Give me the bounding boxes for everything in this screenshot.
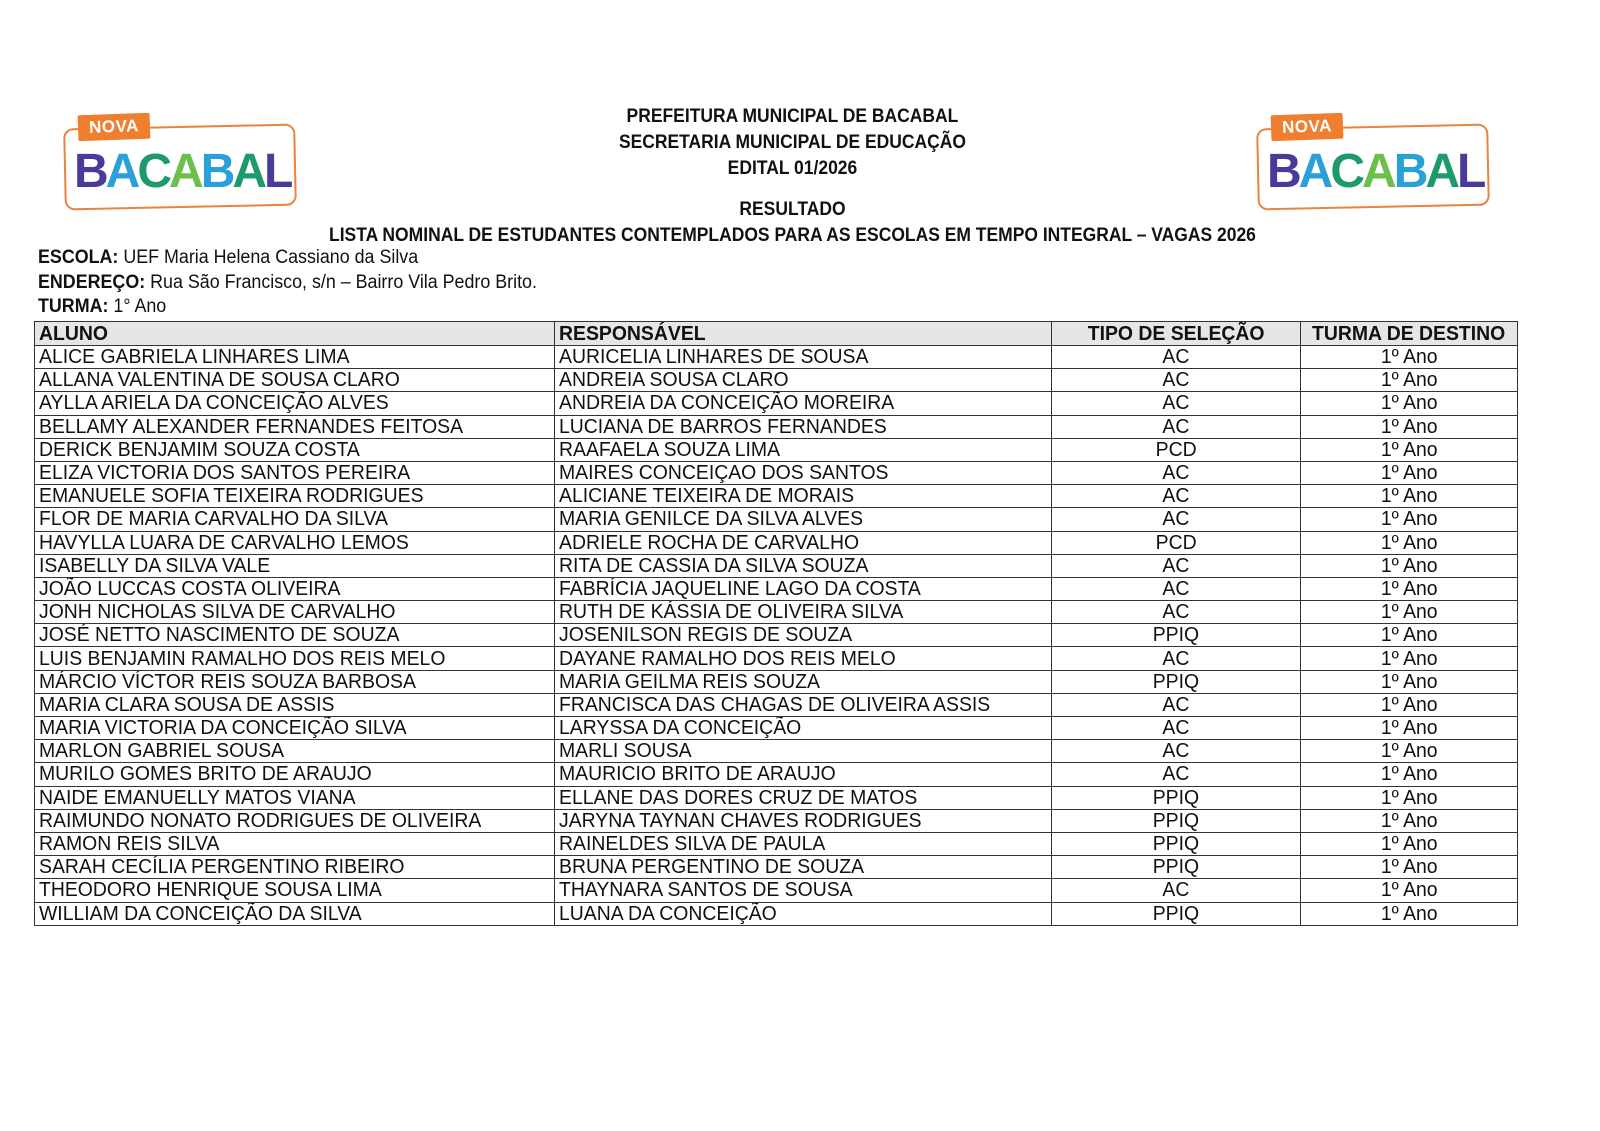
table-row bbox=[35, 508, 1518, 531]
table-row bbox=[35, 832, 1518, 855]
cell-turma-destino: 1º Ano bbox=[1301, 624, 1518, 647]
cell-turma-destino: 1º Ano bbox=[1301, 461, 1518, 484]
table-row bbox=[35, 624, 1518, 647]
cell-aluno: RAIMUNDO NONATO RODRIGUES DE OLIVEIRA bbox=[35, 809, 555, 832]
header-secretaria: SECRETARIA MUNICIPAL DE EDUCAÇÃO bbox=[618, 132, 966, 153]
cell-responsavel: ELLANE DAS DORES CRUZ DE MATOS bbox=[554, 786, 1051, 809]
table-row bbox=[35, 601, 1518, 624]
cell-tipo-selecao: PPIQ bbox=[1051, 832, 1301, 855]
logo-wordmark: B A C A B A L bbox=[1267, 145, 1484, 198]
cell-responsavel: MARIA GEILMA REIS SOUZA bbox=[554, 670, 1051, 693]
endereco-label: ENDEREÇO: bbox=[38, 272, 146, 293]
document-header bbox=[63, 104, 1521, 249]
table-row bbox=[35, 438, 1518, 461]
cell-turma-destino: 1º Ano bbox=[1301, 879, 1518, 902]
cell-tipo-selecao: AC bbox=[1051, 740, 1301, 763]
cell-tipo-selecao: PPIQ bbox=[1051, 902, 1301, 925]
cell-aluno: JOÃO LUCCAS COSTA OLIVEIRA bbox=[35, 577, 555, 600]
column-header-aluno: ALUNO bbox=[35, 322, 555, 346]
cell-aluno: LUIS BENJAMIN RAMALHO DOS REIS MELO bbox=[35, 647, 555, 670]
column-header-tipo-selecao: TIPO DE SELEÇÃO bbox=[1051, 322, 1301, 346]
table-row bbox=[35, 902, 1518, 925]
header-edital: EDITAL 01/2026 bbox=[727, 158, 858, 179]
cell-turma-destino: 1º Ano bbox=[1301, 902, 1518, 925]
cell-aluno: BELLAMY ALEXANDER FERNANDES FEITOSA bbox=[35, 415, 555, 438]
cell-aluno: ALLANA VALENTINA DE SOUSA CLARO bbox=[35, 369, 555, 392]
cell-tipo-selecao: AC bbox=[1051, 369, 1301, 392]
table-row bbox=[35, 647, 1518, 670]
cell-responsavel: RAINELDES SILVA DE PAULA bbox=[554, 832, 1051, 855]
cell-responsavel: MAURICIO BRITO DE ARAUJO bbox=[554, 763, 1051, 786]
cell-turma-destino: 1º Ano bbox=[1301, 763, 1518, 786]
cell-turma-destino: 1º Ano bbox=[1301, 392, 1518, 415]
cell-tipo-selecao: PCD bbox=[1051, 531, 1301, 554]
table-row bbox=[35, 461, 1518, 484]
cell-responsavel: BRUNA PERGENTINO DE SOUZA bbox=[554, 856, 1051, 879]
cell-responsavel: THAYNARA SANTOS DE SOUSA bbox=[554, 879, 1051, 902]
column-header-turma-destino: TURMA DE DESTINO bbox=[1301, 322, 1518, 346]
cell-aluno: NAIDE EMANUELLY MATOS VIANA bbox=[35, 786, 555, 809]
cell-turma-destino: 1º Ano bbox=[1301, 601, 1518, 624]
cell-tipo-selecao: PPIQ bbox=[1051, 856, 1301, 879]
cell-aluno: MARLON GABRIEL SOUSA bbox=[35, 740, 555, 763]
cell-tipo-selecao: AC bbox=[1051, 554, 1301, 577]
results-table bbox=[34, 321, 1518, 926]
table-row bbox=[35, 786, 1518, 809]
cell-aluno: FLOR DE MARIA CARVALHO DA SILVA bbox=[35, 508, 555, 531]
logo-badge-nova: NOVA bbox=[1271, 113, 1344, 141]
cell-aluno: JONH NICHOLAS SILVA DE CARVALHO bbox=[35, 601, 555, 624]
logo-wordmark: B A C A B A L bbox=[74, 145, 291, 198]
cell-responsavel: ALICIANE TEIXEIRA DE MORAIS bbox=[554, 485, 1051, 508]
cell-responsavel: FRANCISCA DAS CHAGAS DE OLIVEIRA ASSIS bbox=[554, 693, 1051, 716]
table-body bbox=[35, 346, 1518, 926]
cell-turma-destino: 1º Ano bbox=[1301, 786, 1518, 809]
cell-aluno: WILLIAM DA CONCEIÇÃO DA SILVA bbox=[35, 902, 555, 925]
escola-label: ESCOLA: bbox=[38, 247, 119, 268]
table-header-row bbox=[35, 322, 1518, 346]
cell-turma-destino: 1º Ano bbox=[1301, 717, 1518, 740]
cell-turma-destino: 1º Ano bbox=[1301, 647, 1518, 670]
cell-turma-destino: 1º Ano bbox=[1301, 415, 1518, 438]
cell-responsavel: LARYSSA DA CONCEIÇÃO bbox=[554, 717, 1051, 740]
cell-aluno: ELIZA VICTORIA DOS SANTOS PEREIRA bbox=[35, 461, 555, 484]
cell-tipo-selecao: AC bbox=[1051, 577, 1301, 600]
cell-tipo-selecao: AC bbox=[1051, 763, 1301, 786]
table-row bbox=[35, 856, 1518, 879]
cell-tipo-selecao: AC bbox=[1051, 693, 1301, 716]
column-header-responsavel: RESPONSÁVEL bbox=[554, 322, 1051, 346]
cell-turma-destino: 1º Ano bbox=[1301, 740, 1518, 763]
cell-responsavel: RAAFAELA SOUZA LIMA bbox=[554, 438, 1051, 461]
cell-turma-destino: 1º Ano bbox=[1301, 485, 1518, 508]
cell-turma-destino: 1º Ano bbox=[1301, 856, 1518, 879]
cell-responsavel: ANDREIA SOUSA CLARO bbox=[554, 369, 1051, 392]
cell-aluno: MARIA CLARA SOUSA DE ASSIS bbox=[35, 693, 555, 716]
cell-responsavel: MARIA GENILCE DA SILVA ALVES bbox=[554, 508, 1051, 531]
cell-responsavel: MARLI SOUSA bbox=[554, 740, 1051, 763]
cell-turma-destino: 1º Ano bbox=[1301, 508, 1518, 531]
cell-tipo-selecao: AC bbox=[1051, 461, 1301, 484]
cell-tipo-selecao: PCD bbox=[1051, 438, 1301, 461]
table-row bbox=[35, 554, 1518, 577]
table-row bbox=[35, 670, 1518, 693]
cell-responsavel: AURICELIA LINHARES DE SOUSA bbox=[554, 346, 1051, 369]
cell-responsavel: LUANA DA CONCEIÇÃO bbox=[554, 902, 1051, 925]
info-escola bbox=[38, 246, 418, 270]
cell-aluno: ISABELLY DA SILVA VALE bbox=[35, 554, 555, 577]
cell-responsavel: ADRIELE ROCHA DE CARVALHO bbox=[554, 531, 1051, 554]
cell-aluno: MARIA VICTORIA DA CONCEIÇÃO SILVA bbox=[35, 717, 555, 740]
cell-responsavel: LUCIANA DE BARROS FERNANDES bbox=[554, 415, 1051, 438]
table-row bbox=[35, 531, 1518, 554]
cell-responsavel: FABRÍCIA JAQUELINE LAGO DA COSTA bbox=[554, 577, 1051, 600]
cell-responsavel: ANDREIA DA CONCEIÇÃO MOREIRA bbox=[554, 392, 1051, 415]
table-row bbox=[35, 369, 1518, 392]
cell-aluno: SARAH CECÍLIA PERGENTINO RIBEIRO bbox=[35, 856, 555, 879]
table-row bbox=[35, 392, 1518, 415]
turma-label: TURMA: bbox=[38, 296, 109, 317]
cell-tipo-selecao: AC bbox=[1051, 392, 1301, 415]
cell-tipo-selecao: AC bbox=[1051, 415, 1301, 438]
cell-tipo-selecao: PPIQ bbox=[1051, 624, 1301, 647]
cell-tipo-selecao: PPIQ bbox=[1051, 809, 1301, 832]
cell-tipo-selecao: AC bbox=[1051, 601, 1301, 624]
table-row bbox=[35, 763, 1518, 786]
header-resultado: RESULTADO bbox=[739, 199, 846, 220]
cell-turma-destino: 1º Ano bbox=[1301, 554, 1518, 577]
endereco-value: Rua São Francisco, s/n – Bairro Vila Pedro Brito. bbox=[145, 272, 537, 293]
cell-tipo-selecao: AC bbox=[1051, 717, 1301, 740]
header-spacer bbox=[63, 182, 1521, 197]
table-row bbox=[35, 693, 1518, 716]
escola-value: UEF Maria Helena Cassiano da Silva bbox=[118, 247, 419, 268]
cell-turma-destino: 1º Ano bbox=[1301, 369, 1518, 392]
cell-aluno: THEODORO HENRIQUE SOUSA LIMA bbox=[35, 879, 555, 902]
cell-responsavel: RUTH DE KÁSSIA DE OLIVEIRA SILVA bbox=[554, 601, 1051, 624]
table-row bbox=[35, 879, 1518, 902]
cell-tipo-selecao: AC bbox=[1051, 647, 1301, 670]
cell-tipo-selecao: PPIQ bbox=[1051, 670, 1301, 693]
cell-turma-destino: 1º Ano bbox=[1301, 832, 1518, 855]
cell-responsavel: JOSENILSON REGIS DE SOUZA bbox=[554, 624, 1051, 647]
cell-tipo-selecao: PPIQ bbox=[1051, 786, 1301, 809]
cell-aluno: MURILO GOMES BRITO DE ARAUJO bbox=[35, 763, 555, 786]
header-list-title: LISTA NOMINAL DE ESTUDANTES CONTEMPLADOS PARA AS ESCOLAS EM TEMPO INTEGRAL – VAGAS 2026 bbox=[329, 225, 1256, 246]
table-row bbox=[35, 809, 1518, 832]
cell-tipo-selecao: AC bbox=[1051, 879, 1301, 902]
cell-aluno: MÁRCIO VÍCTOR REIS SOUZA BARBOSA bbox=[35, 670, 555, 693]
table-row bbox=[35, 415, 1518, 438]
header-prefeitura: PREFEITURA MUNICIPAL DE BACABAL bbox=[626, 106, 959, 127]
cell-turma-destino: 1º Ano bbox=[1301, 670, 1518, 693]
cell-aluno: EMANUELE SOFIA TEIXEIRA RODRIGUES bbox=[35, 485, 555, 508]
table-row bbox=[35, 717, 1518, 740]
cell-turma-destino: 1º Ano bbox=[1301, 438, 1518, 461]
cell-turma-destino: 1º Ano bbox=[1301, 531, 1518, 554]
table-row bbox=[35, 346, 1518, 369]
info-turma bbox=[38, 295, 166, 319]
cell-aluno: AYLLA ARIELA DA CONCEIÇÃO ALVES bbox=[35, 392, 555, 415]
cell-aluno: DERICK BENJAMIM SOUZA COSTA bbox=[35, 438, 555, 461]
turma-value: 1° Ano bbox=[108, 296, 167, 317]
table-row bbox=[35, 577, 1518, 600]
cell-aluno: HAVYLLA LUARA DE CARVALHO LEMOS bbox=[35, 531, 555, 554]
cell-responsavel: RITA DE CASSIA DA SILVA SOUZA bbox=[554, 554, 1051, 577]
cell-turma-destino: 1º Ano bbox=[1301, 346, 1518, 369]
cell-aluno: ALICE GABRIELA LINHARES LIMA bbox=[35, 346, 555, 369]
cell-tipo-selecao: AC bbox=[1051, 485, 1301, 508]
cell-aluno: RAMON REIS SILVA bbox=[35, 832, 555, 855]
cell-turma-destino: 1º Ano bbox=[1301, 577, 1518, 600]
cell-aluno: JOSÉ NETTO NASCIMENTO DE SOUZA bbox=[35, 624, 555, 647]
logo-badge-nova: NOVA bbox=[78, 113, 151, 141]
cell-turma-destino: 1º Ano bbox=[1301, 693, 1518, 716]
cell-responsavel: DAYANE RAMALHO DOS REIS MELO bbox=[554, 647, 1051, 670]
cell-responsavel: JARYNA TAYNAN CHAVES RODRIGUES bbox=[554, 809, 1051, 832]
cell-turma-destino: 1º Ano bbox=[1301, 809, 1518, 832]
table-row bbox=[35, 740, 1518, 763]
cell-tipo-selecao: AC bbox=[1051, 346, 1301, 369]
cell-tipo-selecao: AC bbox=[1051, 508, 1301, 531]
cell-responsavel: MAIRES CONCEIÇAO DOS SANTOS bbox=[554, 461, 1051, 484]
info-endereco bbox=[38, 271, 537, 295]
table-row bbox=[35, 485, 1518, 508]
